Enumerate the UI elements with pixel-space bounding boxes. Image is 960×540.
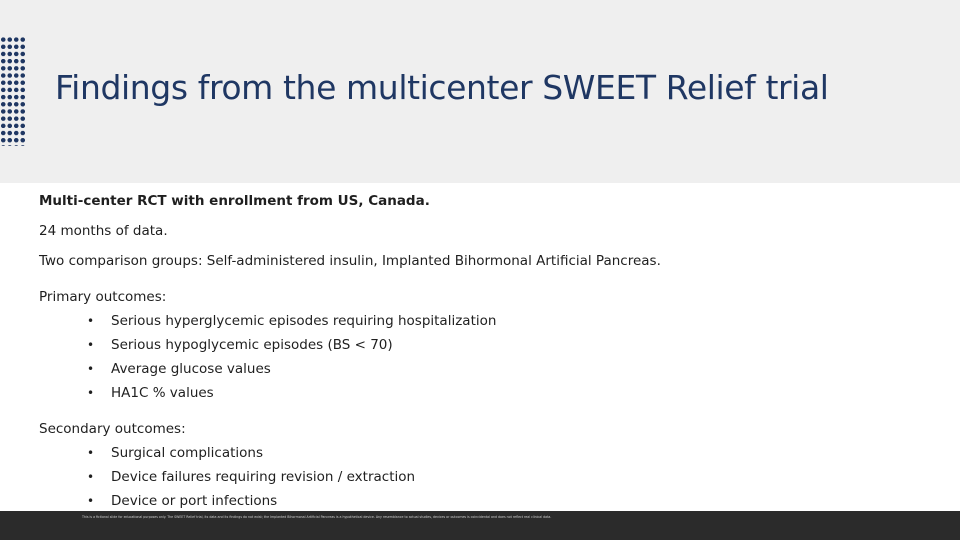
primary-outcomes-list xyxy=(39,309,939,405)
study-duration-line: 24 months of data. xyxy=(39,223,168,239)
list-item xyxy=(39,357,939,381)
list-item-text: Serious hypoglycemic episodes (BS < 70) xyxy=(111,337,393,353)
slide-body xyxy=(39,189,939,513)
list-item-text: Serious hyperglycemic episodes requiring hospitalization xyxy=(111,313,497,329)
list-item xyxy=(39,381,939,405)
bullet-icon: • xyxy=(87,386,95,400)
bullet-icon: • xyxy=(87,470,95,484)
footer-bar xyxy=(0,511,960,540)
bullet-icon: • xyxy=(87,446,95,460)
list-item-text: Surgical complications xyxy=(111,445,263,461)
secondary-outcomes-list xyxy=(39,441,939,513)
bullet-icon: • xyxy=(87,338,95,352)
list-item xyxy=(39,489,939,513)
bullet-icon: • xyxy=(87,362,95,376)
bullet-icon: • xyxy=(87,494,95,508)
list-item xyxy=(39,465,939,489)
secondary-outcomes-heading: Secondary outcomes: xyxy=(39,421,186,437)
list-item-text: Average glucose values xyxy=(111,361,271,377)
study-design-line: Multi-center RCT with enrollment from US, Canada. xyxy=(39,193,430,209)
list-item-text: Device or port infections xyxy=(111,493,278,509)
title-banner xyxy=(0,0,960,183)
list-item xyxy=(39,309,939,333)
list-item-text: Device failures requiring revision / extraction xyxy=(111,469,416,485)
list-item-text: HA1C % values xyxy=(111,385,214,401)
comparison-groups-line: Two comparison groups: Self-administered insulin, Implanted Bihormonal Artificial Pancreas. xyxy=(39,253,661,269)
slide-title: Findings from the multicenter SWEET Relief trial xyxy=(55,68,829,107)
dot-grid-decoration xyxy=(0,36,26,146)
list-item xyxy=(39,441,939,465)
list-item xyxy=(39,333,939,357)
disclaimer-footnote: This is a fictional slide for educational purposes only. The SWEET Relief trial, its data and its findings do not exist; the Implanted Bihormonal Artificial Pancreas is a hypothetical device. Any resemblance to actual studies, devices or outcomes is coincidental and does not reflect real clinical data. xyxy=(82,515,552,519)
bullet-icon: • xyxy=(87,314,95,328)
primary-outcomes-heading: Primary outcomes: xyxy=(39,289,167,305)
